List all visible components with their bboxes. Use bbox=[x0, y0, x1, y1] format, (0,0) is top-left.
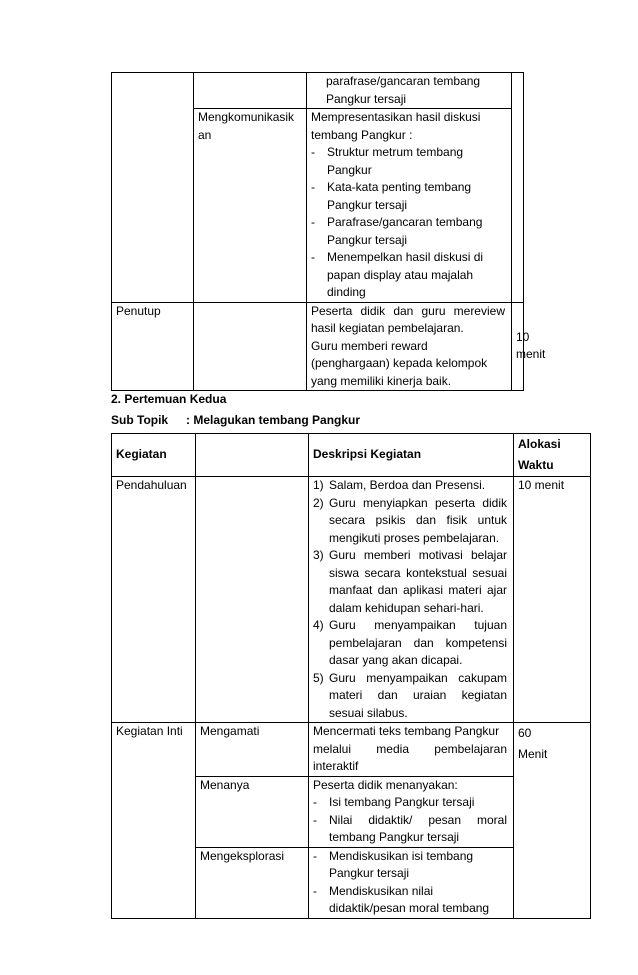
list-item: 1) Salam, Berdoa dan Presensi. bbox=[313, 478, 486, 492]
time-cell: 10 menit bbox=[514, 477, 591, 723]
description-line: Mempresentasikan hasil diskusi bbox=[311, 110, 481, 124]
table-row bbox=[112, 73, 524, 109]
list-item: 5) Guru menyampaikan cakupam materi dan uraian kegiatan sesuai silabus. bbox=[313, 670, 507, 720]
description-line: yang memiliki kinerja baik. bbox=[311, 373, 452, 388]
list-item: - Nilai didaktik/ pesan moral tembang Pangkur tersaji bbox=[313, 812, 507, 844]
list-item: - Isi tembang Pangkur tersaji bbox=[313, 795, 475, 809]
activity-cell: Penutup bbox=[112, 302, 194, 391]
description-cell: Peserta didik menanyakan: - Isi tembang Pangkur tersaji - Nilai didaktik/ pesan moral tembang Pangkur tersaji bbox=[309, 776, 514, 847]
description-line: (penghargaan) kepada kelompok bbox=[311, 356, 488, 370]
header-blank bbox=[196, 434, 309, 477]
top-table bbox=[111, 72, 546, 391]
time-cell: 60 Menit bbox=[514, 723, 591, 919]
list-item: - Mendiskusikan nilai didaktik/pesan moral tembang bbox=[313, 883, 490, 915]
activity-cell bbox=[112, 109, 194, 303]
description-line: Peserta didik dan guru mereview bbox=[311, 303, 505, 318]
activity-table bbox=[111, 433, 591, 919]
phase-cell: Mengeksplorasi bbox=[196, 847, 309, 918]
subtopic-value: : Melagukan tembang Pangkur bbox=[186, 413, 361, 427]
header-deskripsi: Deskripsi Kegiatan bbox=[309, 434, 514, 477]
activity-cell bbox=[112, 776, 196, 847]
phase-label: an bbox=[198, 127, 212, 142]
description-cell bbox=[307, 302, 512, 391]
section-heading: 2. Pertemuan Kedua bbox=[111, 392, 227, 406]
list-item: - Mendiskusikan isi tembang Pangkur tersaji bbox=[313, 848, 474, 880]
list-item: 3) Guru memberi motivasi belajar siswa secara kontekstual sesuai manfaat dan aplikasi materi ajar dalam kehidupan sehari-hari. bbox=[313, 548, 507, 615]
table-header-row bbox=[112, 434, 591, 477]
header-kegiatan: Kegiatan bbox=[112, 434, 196, 477]
table-row bbox=[112, 477, 591, 723]
phase-label: Mengkomunikasik bbox=[198, 110, 295, 124]
table-row bbox=[112, 723, 591, 777]
description-cell bbox=[309, 847, 514, 918]
phase-cell: Mengamati bbox=[196, 723, 309, 777]
description-line: hasil kegiatan pembelajaran. bbox=[311, 321, 464, 335]
list-item: 2) Guru menyiapkan peserta didik secara psikis dan fisik untuk mengikuti proses pembelajaran. bbox=[313, 495, 507, 545]
activity-cell bbox=[112, 847, 196, 918]
phase-cell: Menanya bbox=[196, 776, 309, 847]
description-cell bbox=[307, 73, 512, 109]
list-item: - Parafrase/gancaran tembang Pangkur tersaji bbox=[311, 215, 483, 247]
description-cell bbox=[309, 477, 514, 723]
table-row bbox=[112, 302, 524, 391]
description-cell: Mencermati teks tembang Pangkur melalui media pembelajaran interaktif bbox=[309, 723, 514, 777]
description-line: Guru memberi reward bbox=[311, 338, 428, 353]
time-cell: 10 menit bbox=[512, 302, 524, 391]
activity-cell: Kegiatan Inti bbox=[112, 723, 196, 777]
phase-cell bbox=[196, 477, 309, 723]
list-item: - Menempelkan hasil diskusi di papan display atau majalah dinding bbox=[311, 250, 484, 299]
subtopic-label: Sub Topik bbox=[111, 413, 169, 427]
header-alokasi: Alokasi Waktu bbox=[514, 434, 591, 477]
list-item: - Kata-kata penting tembang Pangkur tersaji bbox=[311, 180, 472, 212]
phase-cell bbox=[194, 109, 307, 303]
activity-cell: Pendahuluan bbox=[112, 477, 196, 723]
list-item: - Struktur metrum tembang Pangkur bbox=[311, 145, 464, 177]
table-row bbox=[112, 109, 524, 303]
description-line: parafrase/gancaran tembang bbox=[326, 74, 481, 88]
list-item: 4) Guru menyampaikan tujuan pembelajaran dan kompetensi dasar yang akan dicapai. bbox=[313, 618, 507, 667]
time-cell bbox=[512, 73, 524, 303]
activity-cell bbox=[112, 73, 194, 109]
description-line: tembang Pangkur : bbox=[311, 127, 413, 142]
description-cell bbox=[307, 109, 512, 303]
phase-cell bbox=[194, 73, 307, 109]
description-line: Pangkur tersaji bbox=[326, 91, 407, 106]
phase-cell bbox=[194, 302, 307, 391]
